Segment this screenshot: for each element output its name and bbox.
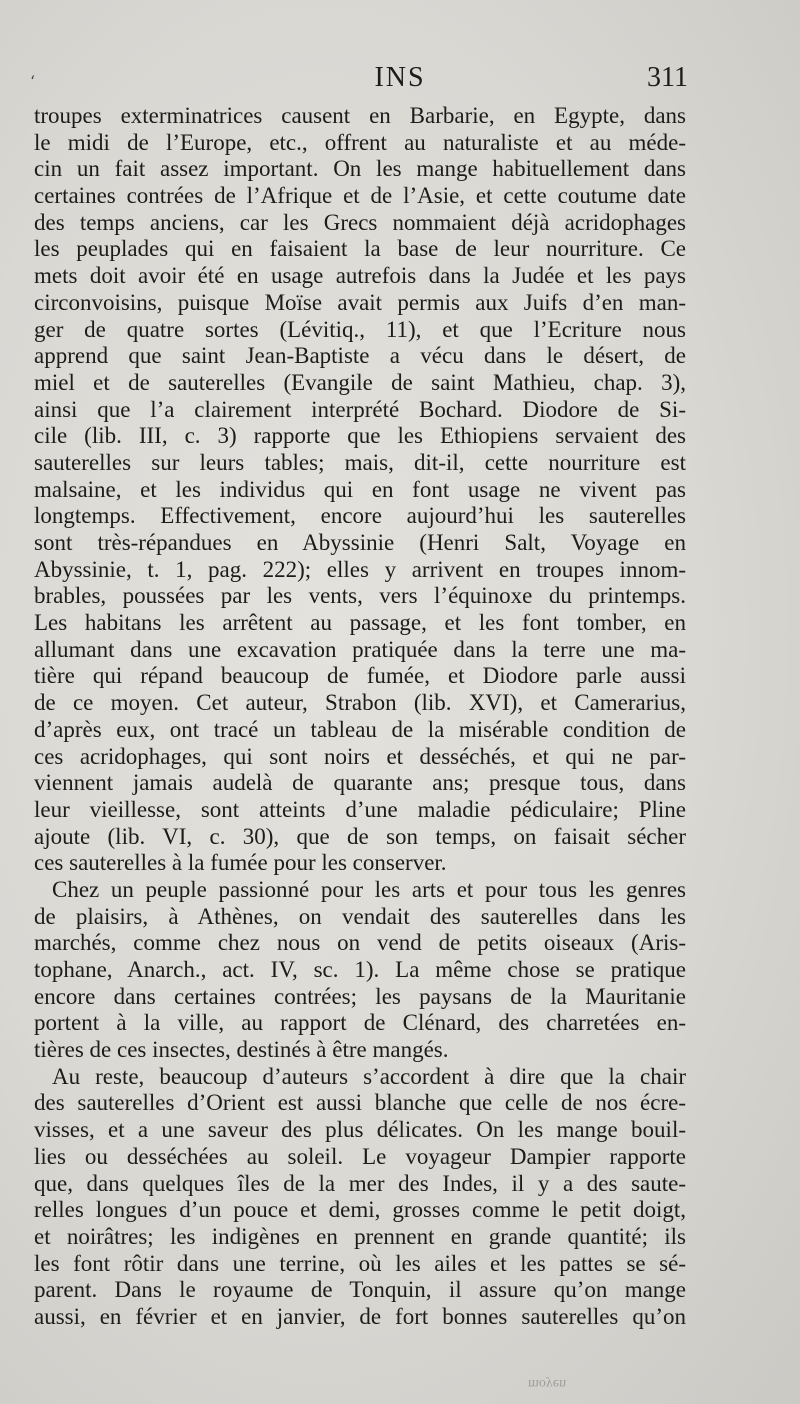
text-line: viennent jamais audelà de quarante ans; presque tous, dans — [34, 770, 686, 796]
text-line: des temps anciens, car les Grecs nommaient déjà acridophages — [34, 209, 686, 235]
header-mark: ‘ — [30, 72, 36, 91]
text-line: les font rôtir dans une terrine, où les ailes et les pattes se sé- — [34, 1250, 686, 1276]
text-line: sauterelles sur leurs tables; mais, dit-il, cette nourriture est — [34, 449, 686, 475]
text-line: cin un fait assez important. On les mange habituellement dans — [34, 156, 686, 182]
page-number: 311 — [647, 62, 688, 93]
text-line: portent à la ville, au rapport de Clénard, des charretées en- — [34, 1010, 686, 1036]
text-line: visses, et a une saveur des plus délicates. On les mange bouil- — [34, 1117, 686, 1143]
text-line: marchés, comme chez nous on vend de petits oiseaux (Aris- — [34, 930, 686, 956]
running-header — [0, 62, 800, 102]
text-line: ajoute (lib. VI, c. 30), que de son temps, on faisait sécher — [34, 823, 686, 849]
text-line: Abyssinie, t. 1, pag. 222); elles y arrivent en troupes innom- — [34, 556, 686, 582]
text-line: Chez un peuple passionné pour les arts et pour tous les genres — [52, 876, 686, 902]
text-line: sont très-répandues en Abyssinie (Henri Salt, Voyage en — [34, 530, 686, 555]
running-title: INS — [374, 62, 426, 93]
text-line: de ce moyen. Cet auteur, Strabon (lib. XVI), et Camerarius, — [34, 690, 686, 716]
text-line: aussi, en février et en janvier, de fort bonnes sauterelles qu’on — [34, 1303, 686, 1329]
text-line: ainsi que l’a clairement interprété Bochard. Diodore de Si- — [34, 396, 686, 422]
text-line: longtemps. Effectivement, encore aujourd’hui les sauterelles — [34, 503, 686, 529]
text-line: brables, poussées par les vents, vers l’équinoxe du printemps. — [34, 583, 686, 609]
text-line: apprend que saint Jean-Baptiste a vécu dans le désert, de — [34, 343, 686, 369]
text-line: parent. Dans le royaume de Tonquin, il assure qu’on mange — [34, 1277, 686, 1303]
body-text — [34, 103, 686, 1331]
text-line: que, dans quelques îles de la mer des Indes, il y a des saute- — [34, 1170, 686, 1196]
text-line: tière qui répand beaucoup de fumée, et Diodore parle aussi — [34, 663, 686, 689]
text-line: relles longues d’un pouce et demi, grosses comme le petit doigt, — [34, 1197, 686, 1223]
text-line: lies ou desséchées au soleil. Le voyageur Dampier rapporte — [34, 1143, 686, 1169]
text-line: les peuplades qui en faisaient la base de leur nourriture. Ce — [34, 236, 686, 262]
text-line: encore dans certaines contrées; les paysans de la Mauritanie — [34, 983, 686, 1009]
text-line: des sauterelles d’Orient est aussi blanche que celle de nos écre- — [34, 1090, 686, 1116]
text-line: circonvoisins, puisque Moïse avait permis aux Juifs d’en man- — [34, 289, 686, 315]
text-line: ces acridophages, qui sont noirs et desséchés, et qui ne par- — [34, 743, 686, 769]
text-line: mets doit avoir été en usage autrefois dans la Judée et les pays — [34, 263, 686, 289]
text-line: cile (lib. III, c. 3) rapporte que les Ethiopiens servaient des — [34, 423, 686, 449]
text-line: miel et de sauterelles (Evangile de saint Mathieu, chap. 3), — [34, 369, 686, 395]
text-line: leur vieillesse, sont atteints d’une maladie pédiculaire; Pline — [34, 796, 686, 822]
text-line: troupes exterminatrices causent en Barbarie, en Egypte, dans — [34, 103, 686, 128]
text-line: Les habitans les arrêtent au passage, et les font tomber, en — [34, 610, 686, 636]
text-line: certaines contrées de l’Afrique et de l’Asie, et cette coutume date — [34, 183, 686, 209]
text-line: et noirâtres; les indigènes en prennent en grande quantité; ils — [34, 1223, 686, 1249]
text-line: malsaine, et les individus qui en font usage ne vivent pas — [34, 476, 686, 502]
text-line: tophane, Anarch., act. IV, sc. 1). La même chose se pratique — [34, 957, 686, 982]
text-line: tières de ces insectes, destinés à être mangés. — [34, 1037, 449, 1063]
show-through-text: moyen — [528, 1376, 567, 1391]
text-line: Au reste, beaucoup d’auteurs s’accordent à dire que la chair — [52, 1063, 686, 1089]
text-line: ger de quatre sortes (Lévitiq., 11), et que l’Ecriture nous — [34, 316, 686, 342]
text-line: le midi de l’Europe, etc., offrent au naturaliste et au méde- — [34, 129, 686, 155]
text-line: ces sauterelles à la fumée pour les conserver. — [34, 850, 447, 876]
text-line: d’après eux, ont tracé un tableau de la misérable condition de — [34, 716, 686, 742]
text-line: allumant dans une excavation pratiquée dans la terre une ma- — [34, 636, 686, 662]
text-line: de plaisirs, à Athènes, on vendait des sauterelles dans les — [34, 903, 686, 929]
